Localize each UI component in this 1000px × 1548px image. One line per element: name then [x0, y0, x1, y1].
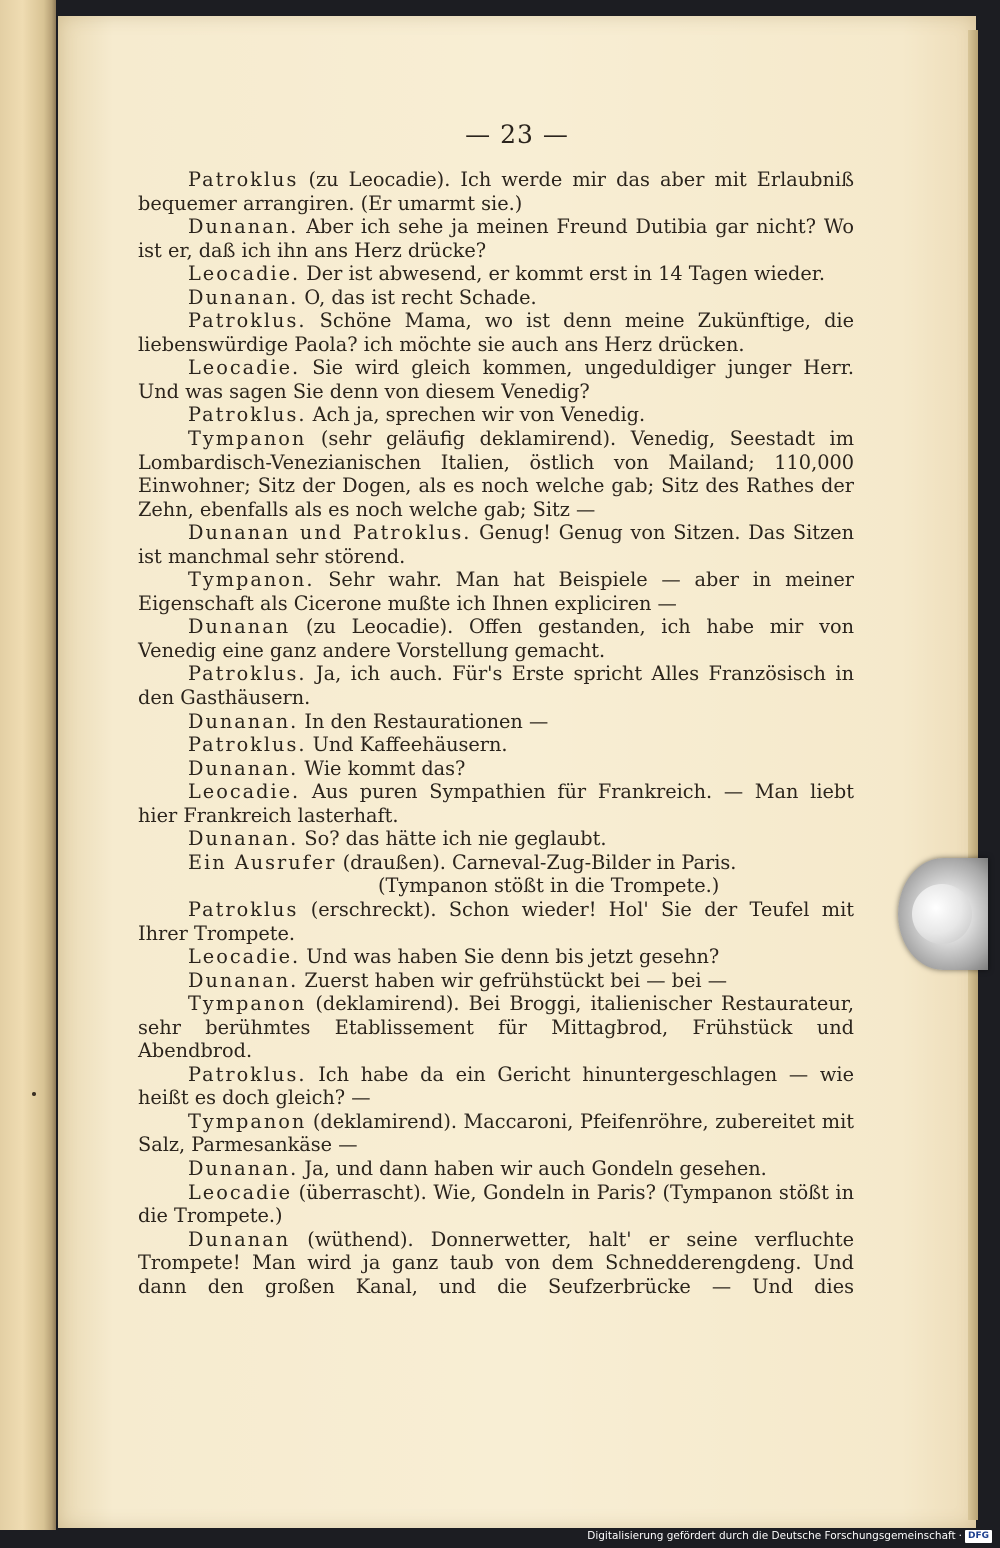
speaker-name: Patroklus — [188, 168, 299, 191]
dialogue-text: (deklamirend). Bei Broggi, italienischer Restaurateur, sehr berühmtes Etablissement für Mittagbrod, Frühstück und Abendbrod. — [138, 992, 854, 1063]
speaker-name: Patroklus. — [188, 662, 307, 686]
dialogue-paragraph — [138, 662, 854, 709]
dialogue-text: So? das hätte ich nie geglaubt. — [298, 827, 607, 851]
dialogue-paragraph — [138, 1063, 854, 1110]
dialogue-paragraph — [138, 827, 854, 851]
speaker-name: Dunanan. — [188, 1156, 299, 1180]
speaker-name: Leocadie. — [188, 356, 301, 380]
speaker-name: Leocadie — [188, 1180, 293, 1204]
stage-direction: (Tympanon stößt in die Trompete.) — [378, 874, 720, 898]
dialogue-text: (wüthend). Donnerwetter, halt' er seine verfluchte Trompete! Man wird ja ganz taub von dem Schnedderengdeng. Und dann den großen Kanal, und die Seufzerbrücke — Und dies — [138, 1227, 854, 1298]
speaker-name: Dunanan — [188, 615, 291, 639]
dialogue-paragraph — [138, 851, 854, 875]
dialogue-text: Sie wird gleich kommen, ungeduldiger junger Herr. Und was sagen Sie denn von diesem Venedig? — [138, 356, 854, 403]
dialogue-paragraph — [138, 710, 854, 734]
page-number: — 23 — — [465, 120, 569, 149]
dialogue-text: (zu Leocadie). Ich werde mir das aber mit Erlaubniß bequemer arrangiren. (Er umarmt sie.) — [138, 168, 854, 215]
dialogue-paragraph — [138, 898, 854, 945]
page-edge — [968, 30, 978, 1520]
dialogue-text: In den Restaurationen — — [298, 709, 549, 733]
dialogue-text: Aus puren Sympathien für Frankreich. — Man liebt hier Frankreich lasterhaft. — [138, 780, 854, 827]
speaker-name: Leocadie. — [188, 780, 301, 804]
dialogue-text: Schöne Mama, wo ist denn meine Zukünftige, die liebenswürdige Paola? ich möchte sie auch ans Herz drücken. — [138, 309, 854, 356]
dialogue-text: (erschreckt). Schon wieder! Hol' Sie der Teufel mit Ihrer Trompete. — [138, 897, 854, 945]
dialogue-paragraph — [138, 427, 854, 521]
dialogue-paragraph — [138, 1157, 854, 1181]
dialogue-text: (zu Leocadie). Offen gestanden, ich habe mir von Venedig eine ganz andere Vorstellung gemacht. — [138, 615, 854, 662]
dialogue-text: Ja, und dann haben wir auch Gondeln gesehen. — [298, 1156, 767, 1180]
dialogue-paragraph — [138, 969, 854, 993]
speaker-name: Tympanon — [188, 992, 307, 1016]
speaker-name: Ein Ausrufer — [188, 850, 337, 874]
dialogue-text: Wie kommt das? — [298, 756, 466, 780]
funding-note: Digitalisierung gefördert durch die Deutsche Forschungsgemeinschaft — [587, 1530, 956, 1542]
dialogue-paragraph — [138, 615, 854, 662]
dialogue-text: Ach ja, sprechen wir von Venedig. — [306, 403, 646, 427]
speaker-name: Dunanan. — [188, 285, 299, 309]
dialogue-paragraph — [138, 309, 854, 356]
page-text — [138, 168, 854, 1298]
dialogue-text: (überrascht). Wie, Gondeln in Paris? (Tympanon stößt in die Trompete.) — [138, 1180, 854, 1228]
dialogue-text: O, das ist recht Schade. — [298, 285, 537, 309]
speaker-name: Patroklus. — [188, 309, 307, 333]
dialogue-text: Der ist abwesend, er kommt erst in 14 Tagen wieder. — [300, 262, 826, 286]
speaker-name: Dunanan und Patroklus. — [188, 521, 472, 545]
dialogue-text: Ich habe da ein Gericht hinuntergeschlagen — wie heißt es doch gleich? — — [138, 1062, 854, 1110]
dialogue-paragraph — [138, 286, 854, 310]
dfg-logo: DFG — [965, 1530, 992, 1543]
dialogue-paragraph — [138, 1228, 854, 1299]
speaker-name: Patroklus — [188, 897, 299, 921]
dialogue-text: Und Kaffeehäusern. — [306, 733, 508, 757]
dialogue-text: (sehr geläufig deklamirend). Venedig, Seestadt im Lombardisch-Venezianischen Italien, östlich von Mailand; 110,000 Einwohner; Sitz der Dogen, als es noch welche gab; Sitz des Rathes der Zehn, ebenfalls als es noch welche gab; Sitz — — [138, 427, 854, 521]
dialogue-paragraph — [138, 262, 854, 286]
dialogue-text: Und was haben Sie denn bis jetzt gesehn? — [300, 945, 720, 969]
book-page — [58, 16, 976, 1528]
speaker-name: Dunanan — [188, 1227, 291, 1251]
dialogue-paragraph — [138, 757, 854, 781]
speaker-name: Tympanon — [188, 1109, 307, 1133]
speaker-name: Dunanan. — [188, 215, 299, 239]
speaker-name: Patroklus. — [188, 1062, 307, 1086]
dialogue-paragraph — [138, 521, 854, 568]
dialogue-paragraph — [138, 1110, 854, 1157]
dialogue-text: Sehr wahr. Man hat Beispiele — aber in meiner Eigenschaft als Cicerone mußte ich Ihnen expliciren — — [138, 568, 854, 615]
speaker-name: Leocadie. — [188, 945, 301, 969]
speaker-name: Leocadie. — [188, 262, 301, 286]
dialogue-paragraph — [138, 1181, 854, 1228]
dialogue-paragraph — [138, 168, 854, 215]
speaker-name: Tympanon — [188, 427, 307, 451]
speaker-name: Dunanan. — [188, 827, 299, 851]
dialogue-paragraph — [138, 945, 854, 969]
speaker-name: Patroklus. — [188, 733, 307, 757]
ink-spot — [32, 1092, 36, 1096]
dialogue-text: Zuerst haben wir gefrühstückt bei — bei — — [298, 968, 727, 992]
dialogue-paragraph — [138, 568, 854, 615]
speaker-name: Patroklus. — [188, 403, 307, 427]
speaker-name: Dunanan. — [188, 968, 299, 992]
digitization-footer: Digitalisierung gefördert durch die Deutsche Forschungsgemeinschaft · DFG — [587, 1528, 992, 1544]
speaker-name: Tympanon. — [188, 568, 315, 592]
dialogue-paragraph — [138, 215, 854, 262]
speaker-name: Dunanan. — [188, 756, 299, 780]
dialogue-text: Ja, ich auch. Für's Erste spricht Alles Französisch in den Gasthäusern. — [138, 662, 854, 710]
speaker-name: Dunanan. — [188, 709, 299, 733]
dialogue-paragraph — [138, 992, 854, 1063]
dialogue-paragraph — [138, 356, 854, 403]
dialogue-text: (draußen). Carneval-Zug-Bilder in Paris. — [336, 850, 737, 874]
book-clip — [898, 858, 988, 970]
dialogue-text: (deklamirend). Maccaroni, Pfeifenröhre, zubereitet mit Salz, Parmesankäse — — [138, 1109, 854, 1157]
dialogue-paragraph — [138, 733, 854, 757]
dialogue-text: Aber ich sehe ja meinen Freund Dutibia gar nicht? Wo ist er, daß ich ihn ans Herz drücke? — [138, 215, 854, 262]
dialogue-paragraph — [138, 780, 854, 827]
dialogue-paragraph — [138, 403, 854, 427]
dialogue-text: Genug! Genug von Sitzen. Das Sitzen ist manchmal sehr störend. — [138, 521, 855, 568]
previous-page-edge — [0, 0, 56, 1530]
